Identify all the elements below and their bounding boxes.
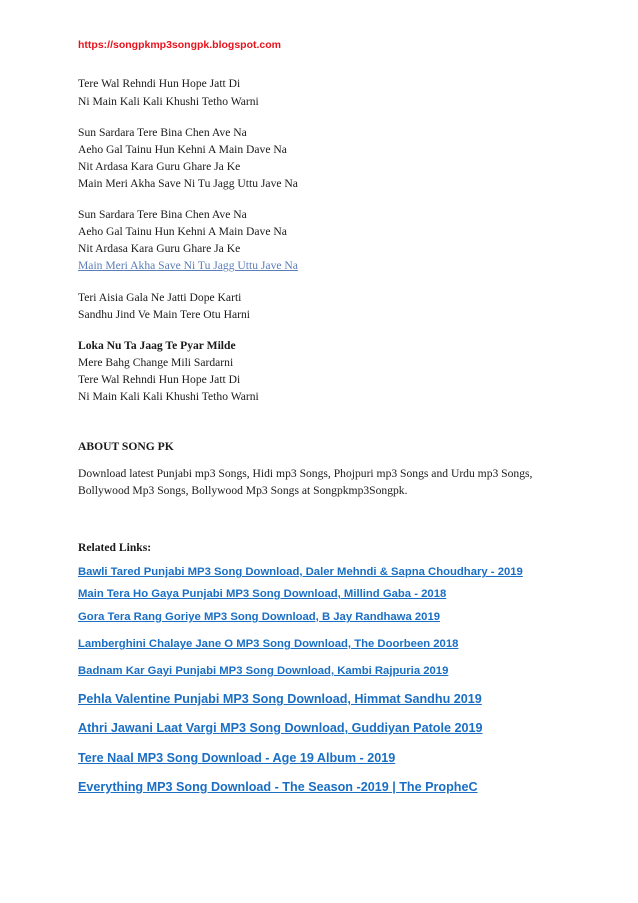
lyric-line-link[interactable]: Main Meri Akha Save Ni Tu Jagg Uttu Jave Na (78, 259, 298, 272)
lyric-line: Nit Ardasa Kara Guru Ghare Ja Ke (78, 160, 241, 173)
lyric-heading: Loka Nu Ta Jaag Te Pyar Milde (78, 339, 236, 352)
lyric-line: Main Meri Akha Save Ni Tu Jagg Uttu Jave Na (78, 177, 298, 190)
related-link[interactable]: Main Tera Ho Gaya Punjabi MP3 Song Download, Millind Gaba - 2018 (78, 588, 447, 600)
lyric-line: Aeho Gal Tainu Hun Kehni A Main Dave Na (78, 225, 287, 238)
lyric-line: Aeho Gal Tainu Hun Kehni A Main Dave Na (78, 143, 287, 156)
about-heading: ABOUT SONG PK (78, 440, 174, 453)
lyric-line: Tere Wal Rehndi Hun Hope Jatt Di (78, 373, 241, 386)
lyric-line: Ni Main Kali Kali Khushi Tetho Warni (78, 95, 259, 108)
lyric-line: Sun Sardara Tere Bina Chen Ave Na (78, 126, 247, 139)
about-text: Download latest Punjabi mp3 Songs, Hidi mp3 Songs, Phojpuri mp3 Songs and Urdu mp3 Songs, Bollywood Mp3 Songs, Bollywood Mp3 Songs at Songpkmp3Songpk. (78, 467, 533, 497)
related-link[interactable]: Everything MP3 Song Download - The Season -2019 | The PropheC (78, 780, 478, 794)
lyric-line: Mere Bahg Change Mili Sardarni (78, 356, 234, 369)
site-url-link[interactable]: https://songpkmp3songpk.blogspot.com (78, 39, 281, 51)
lyric-line: Ni Main Kali Kali Khushi Tetho Warni (78, 390, 259, 403)
lyric-line: Sandhu Jind Ve Main Tere Otu Harni (78, 308, 250, 321)
related-links-heading: Related Links: (78, 541, 152, 554)
lyric-line: Tere Wal Rehndi Hun Hope Jatt Di (78, 77, 241, 90)
related-link[interactable]: Athri Jawani Laat Vargi MP3 Song Download, Guddiyan Patole 2019 (78, 721, 483, 735)
related-link[interactable]: Badnam Kar Gayi Punjabi MP3 Song Download, Kambi Rajpuria 2019 (78, 665, 449, 677)
lyric-line: Teri Aisia Gala Ne Jatti Dope Karti (78, 291, 242, 304)
related-link[interactable]: Pehla Valentine Punjabi MP3 Song Download, Himmat Sandhu 2019 (78, 692, 482, 706)
related-link[interactable]: Lamberghini Chalaye Jane O MP3 Song Download, The Doorbeen 2018 (78, 638, 459, 650)
related-link[interactable]: Bawli Tared Punjabi MP3 Song Download, Daler Mehndi & Sapna Choudhary - 2019 (78, 566, 523, 578)
lyric-line: Nit Ardasa Kara Guru Ghare Ja Ke (78, 242, 241, 255)
related-link[interactable]: Gora Tera Rang Goriye MP3 Song Download, B Jay Randhawa 2019 (78, 611, 441, 623)
related-link[interactable]: Tere Naal MP3 Song Download - Age 19 Album - 2019 (78, 751, 396, 765)
lyric-line: Sun Sardara Tere Bina Chen Ave Na (78, 208, 247, 221)
